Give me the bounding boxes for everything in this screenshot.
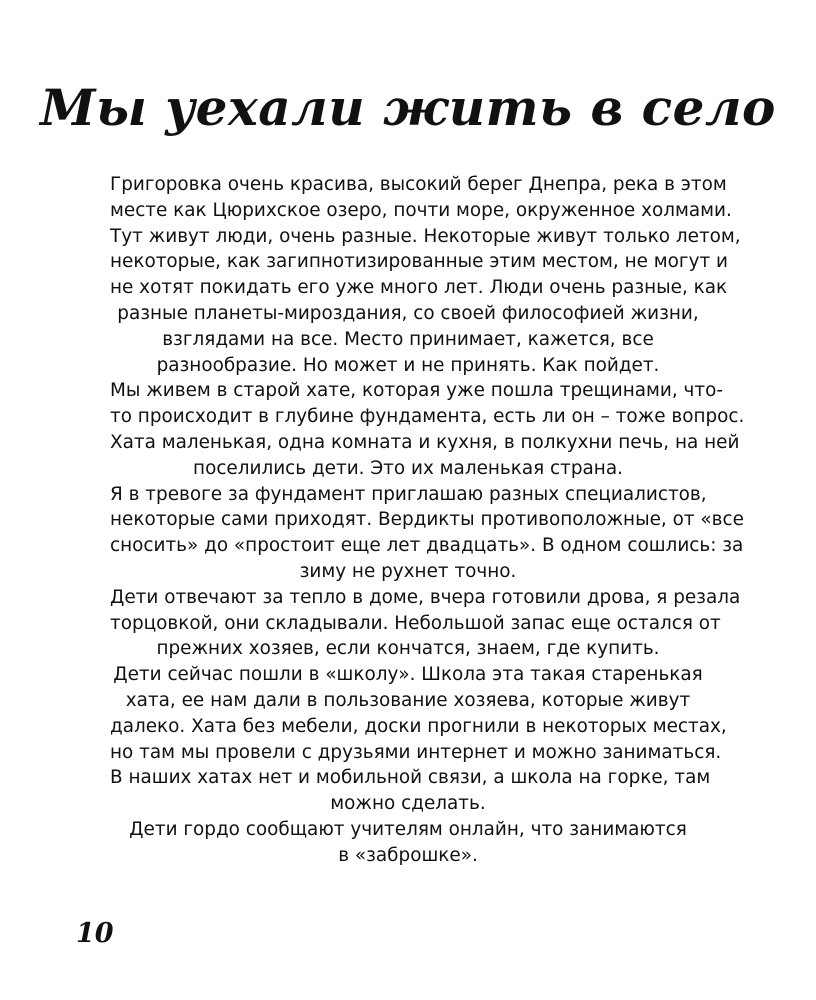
text-line: можно сделать. [330, 793, 486, 815]
text-line: В наших хатах нет и мобильной связи, а школа на горке, там [110, 767, 711, 789]
page-number: 10 [76, 918, 114, 949]
text-line: но там мы провели с друзьями интернет и можно заниматься. [110, 741, 722, 763]
text-line: Дети отвечают за тепло в доме, вчера готовили дрова, я резала [110, 586, 741, 608]
text-line: Хата маленькая, одна комната и кухня, в полкухни печь, на ней [110, 431, 740, 453]
text-line: некоторые сами приходят. Вердикты противоположные, от «все [110, 509, 744, 531]
text-line: Тут живут люди, очень разные. Некоторые живут только летом, [110, 225, 741, 247]
text-line: Я в тревоге за фундамент приглашаю разных специалистов, [110, 483, 707, 505]
text-line: Дети гордо сообщают учителям онлайн, что занимаются [129, 818, 687, 840]
text-line: разнообразие. Но может и не принять. Как пойдет. [156, 354, 660, 376]
text-line: не хотят покидать его уже много лет. Люди очень разные, как [110, 277, 728, 299]
text-line: взглядами на все. Место принимает, кажется, все [162, 328, 654, 350]
chapter-title: Мы уехали жить в село [40, 78, 776, 137]
body-text [110, 172, 745, 869]
text-line: торцовкой, они складывали. Небольшой запас еще остался от [110, 612, 721, 634]
text-line: зиму не рухнет точно. [299, 560, 517, 582]
text-line: некоторые, как загипнотизированные этим местом, не могут и [110, 251, 728, 273]
text-line: прежних хозяев, если кончатся, знаем, где купить. [156, 638, 660, 660]
text-line: поселились дети. Это их маленькая страна. [193, 457, 623, 479]
text-line: разные планеты-мироздания, со своей философией жизни, [117, 302, 699, 324]
text-line: Дети сейчас пошли в «школу». Школа эта такая старенькая [113, 664, 703, 686]
text-line: то происходит в глубине фундамента, есть ли он – тоже вопрос. [110, 406, 745, 428]
text-line: сносить» до «простоит еще лет двадцать». В одном сошлись: за [110, 535, 744, 557]
text-line: в «заброшке». [338, 844, 478, 866]
text-line: Мы живем в старой хате, которая уже пошла трещинами, что- [110, 380, 724, 402]
text-line: Григоровка очень красива, высокий берег Днепра, река в этом [110, 174, 727, 195]
text-line: хата, ее нам дали в пользование хозяева, которые живут [125, 689, 691, 711]
text-line: месте как Цюрихское озеро, почти море, окруженное холмами. [110, 199, 732, 221]
text-line: далеко. Хата без мебели, доски прогнили в некоторых местах, [110, 715, 727, 737]
